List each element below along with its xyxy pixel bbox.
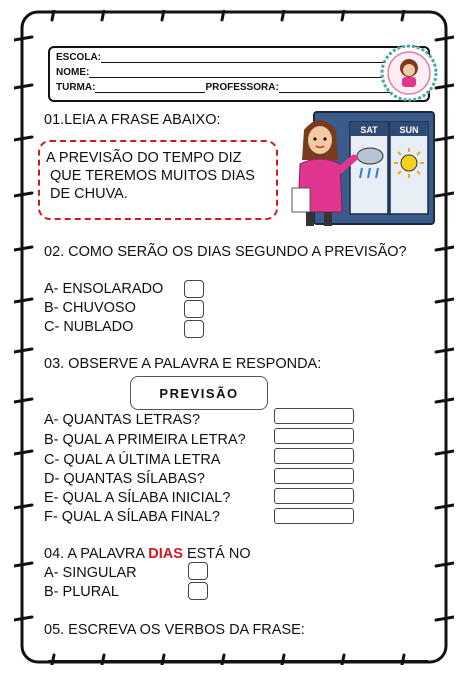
q5-answer-line[interactable] bbox=[48, 660, 428, 661]
q4-checkbox-b[interactable] bbox=[188, 582, 208, 600]
name-label: NOME: bbox=[56, 67, 90, 78]
q2-checkbox-b[interactable] bbox=[184, 300, 204, 318]
q3-item-a: A- QUANTAS LETRAS? bbox=[44, 412, 201, 428]
q2-checkbox-a[interactable] bbox=[184, 280, 204, 298]
q2-option-a: A- ENSOLARADO bbox=[44, 281, 164, 297]
sun-label: SUN bbox=[399, 125, 419, 135]
weather-teacher-illustration bbox=[290, 108, 438, 232]
q3-answer-e[interactable] bbox=[274, 488, 354, 504]
q2-checkbox-c[interactable] bbox=[184, 320, 204, 338]
q3-item-b: B- QUAL A PRIMEIRA LETRA? bbox=[44, 432, 246, 448]
q4-checkbox-a[interactable] bbox=[188, 562, 208, 580]
q3-answer-d[interactable] bbox=[274, 468, 354, 484]
teacher-label: PROFESSORA: bbox=[205, 82, 279, 93]
sat-label: SAT bbox=[360, 125, 378, 135]
word-box: PREVISÃO bbox=[130, 376, 268, 410]
sentence-line-1: A PREVISÃO DO TEMPO DIZ bbox=[46, 150, 242, 166]
q3-answer-b[interactable] bbox=[274, 428, 354, 444]
student-info-box bbox=[48, 46, 430, 102]
q3-answer-c[interactable] bbox=[274, 448, 354, 464]
q3-item-c: C- QUAL A ÚLTIMA LETRA bbox=[44, 452, 221, 468]
teacher-logo-icon bbox=[380, 44, 438, 102]
name-field[interactable] bbox=[56, 67, 415, 78]
q3-answer-a[interactable] bbox=[274, 408, 354, 424]
q3-item-d: D- QUANTAS SÍLABAS? bbox=[44, 471, 205, 487]
class-line[interactable] bbox=[95, 82, 205, 93]
q1-title: 01.LEIA A FRASE ABAIXO: bbox=[44, 112, 221, 128]
sentence-line-3: DE CHUVA. bbox=[50, 186, 128, 202]
q4-highlight-word: DIAS bbox=[148, 546, 183, 562]
q2-title: 02. COMO SERÃO OS DIAS SEGUNDO A PREVISÃO? bbox=[44, 244, 407, 260]
class-label: TURMA: bbox=[56, 82, 96, 93]
q3-title: 03. OBSERVE A PALAVRA E RESPONDA: bbox=[44, 356, 322, 372]
q5-title: 05. ESCREVA OS VERBOS DA FRASE: bbox=[44, 622, 305, 638]
q3-item-f: F- QUAL A SÍLABA FINAL? bbox=[44, 509, 220, 525]
q4-option-a: A- SINGULAR bbox=[44, 565, 137, 581]
class-field[interactable] bbox=[56, 82, 417, 93]
school-line[interactable] bbox=[101, 52, 419, 63]
q4-option-b: B- PLURAL bbox=[44, 584, 119, 600]
q3-answer-f[interactable] bbox=[274, 508, 354, 524]
school-label: ESCOLA: bbox=[56, 52, 101, 63]
q4-prefix: 04. A PALAVRA bbox=[44, 546, 149, 562]
q3-item-e: E- QUAL A SÍLABA INICIAL? bbox=[44, 490, 231, 506]
q4-suffix: ESTÁ NO bbox=[182, 546, 251, 562]
name-line[interactable] bbox=[89, 67, 415, 78]
sentence-line-2: QUE TEREMOS MUITOS DIAS bbox=[50, 168, 255, 184]
q2-option-b: B- CHUVOSO bbox=[44, 300, 136, 316]
school-field[interactable] bbox=[56, 52, 419, 63]
q2-option-c: C- NUBLADO bbox=[44, 319, 134, 335]
q4-title bbox=[44, 545, 251, 563]
